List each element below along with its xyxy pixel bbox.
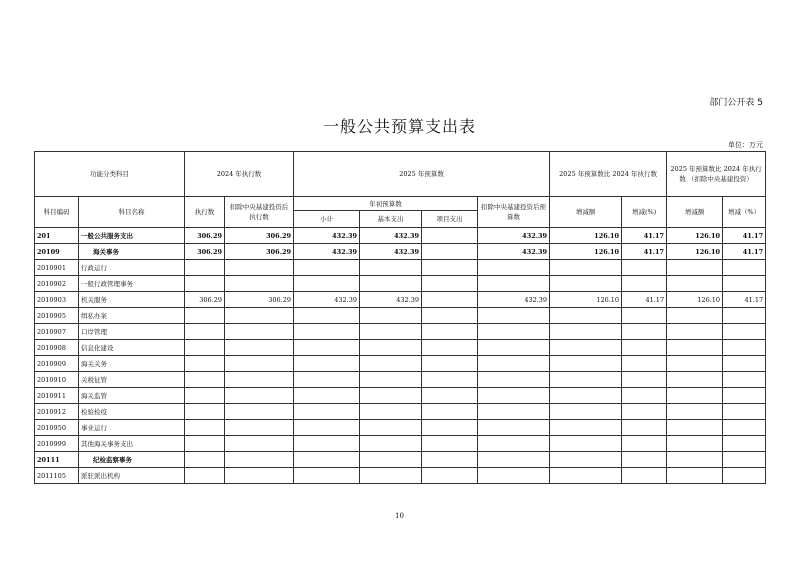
row-value xyxy=(550,276,622,292)
row-value xyxy=(622,372,667,388)
header-code: 科目编码 xyxy=(35,197,79,228)
row-name: 一般行政管理事务 xyxy=(79,276,185,292)
row-value xyxy=(723,340,766,356)
row-value xyxy=(550,340,622,356)
row-code: 2011105 xyxy=(35,468,79,484)
row-value xyxy=(185,340,225,356)
row-value xyxy=(225,308,294,324)
row-value xyxy=(550,324,622,340)
row-value xyxy=(723,308,766,324)
header-basic: 基本支出 xyxy=(360,211,422,228)
row-value xyxy=(225,388,294,404)
row-value xyxy=(294,324,360,340)
row-value xyxy=(360,404,422,420)
header-compare-exec: 2025 年预算数比 2024 年执行数 xyxy=(550,152,667,197)
table-row xyxy=(35,244,766,260)
header-exec-2024: 2024 年执行数 xyxy=(185,152,294,197)
row-value xyxy=(667,308,723,324)
row-value xyxy=(422,244,478,260)
row-value xyxy=(294,356,360,372)
row-value xyxy=(225,436,294,452)
row-value xyxy=(723,420,766,436)
row-name: 其他海关事务支出 xyxy=(79,436,185,452)
table-row xyxy=(35,420,766,436)
row-value xyxy=(478,260,550,276)
row-value xyxy=(622,404,667,420)
header-compare-exec-excl: 2025 年预算数比 2024 年执行数 （扣除中央基建投资） xyxy=(667,152,766,197)
row-value xyxy=(550,388,622,404)
row-name: 派驻派出机构 xyxy=(79,468,185,484)
row-value: 41.17 xyxy=(622,228,667,244)
row-value xyxy=(622,468,667,484)
row-value: 432.39 xyxy=(294,292,360,308)
row-value xyxy=(360,436,422,452)
row-value xyxy=(294,372,360,388)
row-name: 事业运行 xyxy=(79,420,185,436)
row-value xyxy=(478,324,550,340)
row-value xyxy=(667,388,723,404)
row-value xyxy=(360,276,422,292)
row-name: 一般公共服务支出 xyxy=(79,228,185,244)
row-value xyxy=(225,372,294,388)
row-value xyxy=(294,308,360,324)
row-value xyxy=(667,404,723,420)
header-pct-2: 增减（%） xyxy=(723,197,766,228)
row-code: 2010903 xyxy=(35,292,79,308)
row-name: 海关关务 xyxy=(79,356,185,372)
row-value: 432.39 xyxy=(478,292,550,308)
row-value xyxy=(723,436,766,452)
row-value: 126.10 xyxy=(550,244,622,260)
row-value xyxy=(294,468,360,484)
row-value xyxy=(723,324,766,340)
row-value: 432.39 xyxy=(294,244,360,260)
header-diff-2: 增减额 xyxy=(667,197,723,228)
row-value xyxy=(225,260,294,276)
row-value xyxy=(360,420,422,436)
table-row xyxy=(35,324,766,340)
row-value xyxy=(478,356,550,372)
row-code: 201 xyxy=(35,228,79,244)
row-value xyxy=(478,404,550,420)
row-value xyxy=(185,404,225,420)
row-value xyxy=(478,436,550,452)
row-code: 2010905 xyxy=(35,308,79,324)
row-value xyxy=(550,260,622,276)
row-name: 机关服务 xyxy=(79,292,185,308)
row-name: 行政运行 xyxy=(79,260,185,276)
row-value: 126.10 xyxy=(667,292,723,308)
row-value xyxy=(422,308,478,324)
unit-label: 单位：万元 xyxy=(728,141,763,149)
row-value xyxy=(360,388,422,404)
row-value xyxy=(294,452,360,468)
row-value: 306.29 xyxy=(225,292,294,308)
row-value xyxy=(294,420,360,436)
row-value: 41.17 xyxy=(723,228,766,244)
row-value xyxy=(667,452,723,468)
row-name: 海关事务 xyxy=(79,244,185,260)
row-value: 306.29 xyxy=(185,244,225,260)
row-value xyxy=(185,388,225,404)
page-title: 一般公共预算支出表 xyxy=(322,117,476,136)
row-value xyxy=(550,436,622,452)
row-value xyxy=(667,372,723,388)
row-value xyxy=(422,404,478,420)
row-value xyxy=(478,276,550,292)
row-name: 检验检疫 xyxy=(79,404,185,420)
row-value xyxy=(360,260,422,276)
table-row xyxy=(35,404,766,420)
row-value: 432.39 xyxy=(360,292,422,308)
row-value xyxy=(478,468,550,484)
table-row xyxy=(35,356,766,372)
row-value xyxy=(622,436,667,452)
row-name: 纪检监察事务 xyxy=(79,452,185,468)
row-value: 432.39 xyxy=(478,244,550,260)
row-value xyxy=(360,452,422,468)
row-value xyxy=(225,276,294,292)
row-value xyxy=(723,468,766,484)
row-value xyxy=(667,340,723,356)
row-value: 41.17 xyxy=(622,244,667,260)
header-budget-2025: 2025 年预算数 xyxy=(294,152,550,197)
row-value xyxy=(478,372,550,388)
row-value xyxy=(185,452,225,468)
row-value xyxy=(622,420,667,436)
row-value xyxy=(422,324,478,340)
row-value xyxy=(550,452,622,468)
row-code: 2010902 xyxy=(35,276,79,292)
row-value xyxy=(294,436,360,452)
table-row xyxy=(35,468,766,484)
row-code: 20111 xyxy=(35,452,79,468)
header-pct: 增减(%) xyxy=(622,197,667,228)
row-value xyxy=(225,324,294,340)
row-value xyxy=(360,308,422,324)
form-number: 部门公开表 5 xyxy=(709,98,763,108)
row-value: 126.10 xyxy=(667,228,723,244)
row-value xyxy=(294,388,360,404)
row-code: 2010950 xyxy=(35,420,79,436)
row-value xyxy=(185,436,225,452)
row-value xyxy=(185,468,225,484)
row-value xyxy=(422,436,478,452)
row-value xyxy=(478,308,550,324)
row-value xyxy=(225,404,294,420)
table-row xyxy=(35,452,766,468)
row-value xyxy=(478,340,550,356)
row-value xyxy=(360,324,422,340)
row-value xyxy=(478,420,550,436)
row-code: 2010907 xyxy=(35,324,79,340)
row-value xyxy=(723,372,766,388)
row-value xyxy=(294,276,360,292)
row-value xyxy=(294,340,360,356)
row-value xyxy=(723,276,766,292)
row-value xyxy=(622,276,667,292)
row-value xyxy=(360,340,422,356)
row-value: 126.10 xyxy=(550,292,622,308)
table-row xyxy=(35,260,766,276)
row-value xyxy=(723,260,766,276)
row-name: 信息化建设 xyxy=(79,340,185,356)
row-value xyxy=(622,324,667,340)
row-name: 海关监管 xyxy=(79,388,185,404)
row-value xyxy=(550,420,622,436)
row-name: 缉私办案 xyxy=(79,308,185,324)
row-value: 432.39 xyxy=(294,228,360,244)
header-diff: 增减额 xyxy=(550,197,622,228)
row-value: 432.39 xyxy=(478,228,550,244)
row-value xyxy=(422,276,478,292)
header-project: 项目支出 xyxy=(422,211,478,228)
row-value xyxy=(667,468,723,484)
row-value xyxy=(723,452,766,468)
row-code: 2010910 xyxy=(35,372,79,388)
row-value xyxy=(550,372,622,388)
row-value xyxy=(185,420,225,436)
table-row xyxy=(35,276,766,292)
row-value: 126.10 xyxy=(550,228,622,244)
header-name: 科目名称 xyxy=(79,197,185,228)
row-value xyxy=(723,356,766,372)
row-value xyxy=(422,340,478,356)
row-value xyxy=(185,260,225,276)
budget-table xyxy=(34,151,766,484)
table-row xyxy=(35,292,766,308)
row-code: 2010911 xyxy=(35,388,79,404)
row-value xyxy=(422,260,478,276)
row-value xyxy=(667,276,723,292)
row-value: 306.29 xyxy=(225,228,294,244)
row-code: 2010908 xyxy=(35,340,79,356)
header-budget-excl: 扣除中央基建投资后预算数 xyxy=(478,197,550,228)
table-row xyxy=(35,340,766,356)
row-value: 126.10 xyxy=(667,244,723,260)
row-value xyxy=(622,388,667,404)
row-value xyxy=(225,468,294,484)
row-value xyxy=(550,308,622,324)
row-value xyxy=(622,452,667,468)
row-code: 2010901 xyxy=(35,260,79,276)
row-value: 306.29 xyxy=(185,292,225,308)
row-value xyxy=(360,468,422,484)
row-value xyxy=(550,468,622,484)
row-value xyxy=(723,388,766,404)
row-value xyxy=(622,340,667,356)
row-value xyxy=(185,324,225,340)
row-value xyxy=(422,292,478,308)
row-value xyxy=(225,356,294,372)
row-value: 306.29 xyxy=(225,244,294,260)
row-value xyxy=(667,260,723,276)
row-value xyxy=(622,308,667,324)
row-value xyxy=(622,260,667,276)
row-value xyxy=(422,452,478,468)
header-exec-excl: 扣除中央基建投资后执行数 xyxy=(225,197,294,228)
row-value xyxy=(225,340,294,356)
row-value xyxy=(225,420,294,436)
row-value: 41.17 xyxy=(622,292,667,308)
row-value xyxy=(422,420,478,436)
table-row xyxy=(35,228,766,244)
row-value: 432.39 xyxy=(360,244,422,260)
row-value xyxy=(294,404,360,420)
row-value xyxy=(185,276,225,292)
row-value xyxy=(225,452,294,468)
row-value xyxy=(422,356,478,372)
row-value xyxy=(185,372,225,388)
row-value xyxy=(360,356,422,372)
row-value xyxy=(422,372,478,388)
row-value xyxy=(667,324,723,340)
row-code: 2010999 xyxy=(35,436,79,452)
row-value: 432.39 xyxy=(360,228,422,244)
row-value xyxy=(667,420,723,436)
row-value xyxy=(723,404,766,420)
row-value xyxy=(185,308,225,324)
row-value xyxy=(478,452,550,468)
row-value xyxy=(478,388,550,404)
row-value xyxy=(185,356,225,372)
header-func-class: 功能分类科目 xyxy=(35,152,185,197)
row-value xyxy=(360,372,422,388)
table-row xyxy=(35,372,766,388)
row-value xyxy=(667,436,723,452)
row-value xyxy=(550,356,622,372)
header-annual-budget: 年初预算数 xyxy=(294,197,478,211)
row-value xyxy=(667,356,723,372)
row-value: 41.17 xyxy=(723,292,766,308)
row-value: 41.17 xyxy=(723,244,766,260)
row-value xyxy=(294,260,360,276)
row-value xyxy=(422,468,478,484)
page-number: 10 xyxy=(395,512,404,520)
row-value xyxy=(422,228,478,244)
row-name: 口岸管理 xyxy=(79,324,185,340)
table-row xyxy=(35,436,766,452)
row-name: 关税征管 xyxy=(79,372,185,388)
table-row xyxy=(35,388,766,404)
header-subtotal: 小计 xyxy=(294,211,360,228)
row-code: 2010912 xyxy=(35,404,79,420)
row-code: 2010909 xyxy=(35,356,79,372)
row-value xyxy=(422,388,478,404)
row-value xyxy=(622,356,667,372)
row-code: 20109 xyxy=(35,244,79,260)
header-exec-amount: 执行数 xyxy=(185,197,225,228)
row-value: 306.29 xyxy=(185,228,225,244)
table-row xyxy=(35,308,766,324)
row-value xyxy=(550,404,622,420)
